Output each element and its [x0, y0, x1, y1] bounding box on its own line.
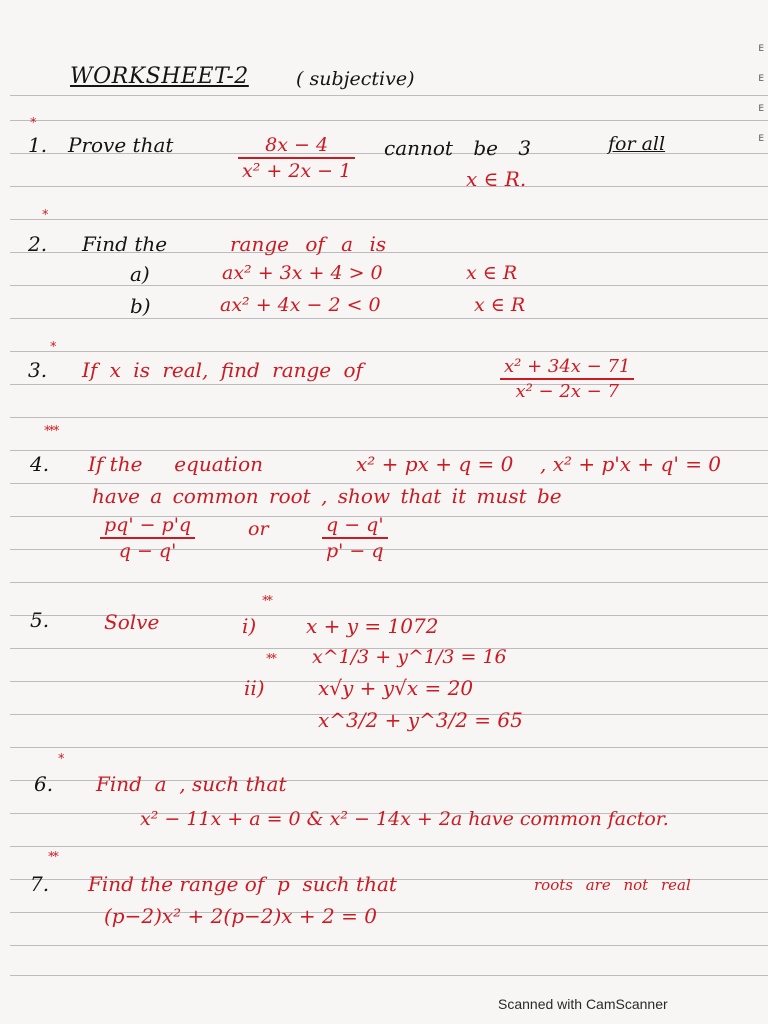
q5-i-equation-2: x^1/3 + y^1/3 = 16: [312, 646, 507, 668]
q5-ii-equation-1: x√y + y√x = 20: [318, 676, 474, 700]
q2-b-domain: x ∈ R: [474, 294, 526, 316]
q3-numerator: x² + 34x − 71: [504, 356, 631, 377]
question-number: 6.: [34, 772, 54, 796]
q2-a-domain: x ∈ R: [466, 262, 518, 284]
ruled-line: [10, 186, 768, 187]
q2-a-expression: ax² + 3x + 4 > 0: [222, 262, 383, 284]
ruled-line: [10, 945, 768, 946]
q4-line2: have a common root , show that it must be: [92, 484, 562, 508]
q2-b-expression: ax² + 4x − 2 < 0: [220, 294, 381, 316]
q7-lead: Find the range of p such that: [88, 872, 397, 896]
q5-part-ii-label: ii): [244, 676, 265, 700]
ruled-line: [10, 384, 768, 385]
question-number: 5.: [30, 608, 50, 632]
ruled-line: [10, 318, 768, 319]
q4-equation-2: , x² + p'x + q' = 0: [540, 452, 722, 476]
q4-line1: If the equation: [88, 452, 263, 476]
ruled-line: [10, 285, 768, 286]
q2-lead2: range of a is: [230, 232, 387, 256]
q2-lead: Find the: [82, 232, 168, 256]
ruled-line: [10, 219, 768, 220]
fraction-bar: [500, 378, 634, 380]
scanner-watermark: Scanned with CamScanner: [498, 996, 668, 1012]
page-edge-marks: [758, 34, 764, 154]
q1-numerator: 8x − 4: [265, 134, 329, 156]
q1-tail: for all: [608, 133, 666, 155]
q2-b-label: b): [130, 294, 151, 318]
ruled-line: [10, 95, 768, 96]
q1-lead: Prove that: [68, 133, 174, 157]
q3-denominator: x² − 2x − 7: [515, 380, 619, 402]
worksheet-title: WORKSHEET-2: [70, 64, 249, 89]
difficulty-stars: *: [50, 340, 55, 355]
edge-mark: E: [758, 44, 764, 54]
q3-lead: If x is real, find range of: [82, 358, 363, 382]
question-number: 4.: [30, 452, 50, 476]
difficulty-stars: *: [30, 116, 35, 131]
q4-fraction-2-numerator: q − q': [326, 514, 384, 536]
question-number: 1.: [28, 133, 48, 157]
q5-ii-equation-2: x^3/2 + y^3/2 = 65: [318, 708, 523, 732]
ruled-line: [10, 417, 768, 418]
q4-fraction-2: [322, 514, 388, 562]
q5-part-i-label: i): [242, 614, 257, 638]
question-number: 7.: [30, 872, 50, 896]
difficulty-stars: ***: [44, 424, 58, 439]
difficulty-stars: **: [266, 652, 275, 667]
q4-or: or: [248, 518, 269, 540]
q2-a-label: a): [130, 262, 150, 286]
fraction-bar: [100, 537, 195, 539]
edge-mark: E: [758, 74, 764, 84]
edge-mark: E: [758, 104, 764, 114]
q6-lead: Find a , such that: [96, 772, 287, 796]
q7-equation: (p−2)x² + 2(p−2)x + 2 = 0: [104, 904, 377, 928]
q6-line2: x² − 11x + a = 0 & x² − 14x + 2a have common factor.: [140, 808, 669, 830]
question-number: 2.: [28, 232, 48, 256]
ruled-line: [10, 846, 768, 847]
q1-denominator: x² + 2x − 1: [242, 159, 352, 182]
ruled-line: [10, 582, 768, 583]
q7-tail: roots are not real: [534, 876, 691, 894]
ruled-line: [10, 351, 768, 352]
edge-mark: E: [758, 134, 764, 144]
ruled-line: [10, 120, 768, 121]
q1-domain: x ∈ R.: [466, 167, 527, 191]
q4-fraction-1: [100, 514, 195, 562]
q5-i-equation-1: x + y = 1072: [306, 614, 439, 638]
worksheet-subtitle: ( subjective): [296, 68, 415, 90]
difficulty-stars: **: [48, 850, 57, 865]
q1-middle: cannot be 3: [384, 136, 532, 160]
question-number: 3.: [28, 358, 48, 382]
q4-fraction-1-numerator: pq' − p'q: [104, 514, 192, 536]
q4-equation-1: x² + px + q = 0: [356, 452, 514, 476]
q1-fraction: [238, 134, 355, 182]
ruled-line: [10, 450, 768, 451]
q5-lead: Solve: [104, 610, 160, 634]
difficulty-stars: *: [42, 208, 47, 223]
ruled-line: [10, 975, 768, 976]
q3-fraction: [500, 356, 634, 402]
fraction-bar: [238, 157, 355, 159]
q4-fraction-1-denominator: q − q': [118, 539, 177, 562]
difficulty-stars: *: [58, 752, 63, 767]
difficulty-stars: **: [262, 594, 271, 609]
q4-fraction-2-denominator: p' − q: [326, 539, 384, 562]
fraction-bar: [322, 537, 388, 539]
ruled-line: [10, 747, 768, 748]
